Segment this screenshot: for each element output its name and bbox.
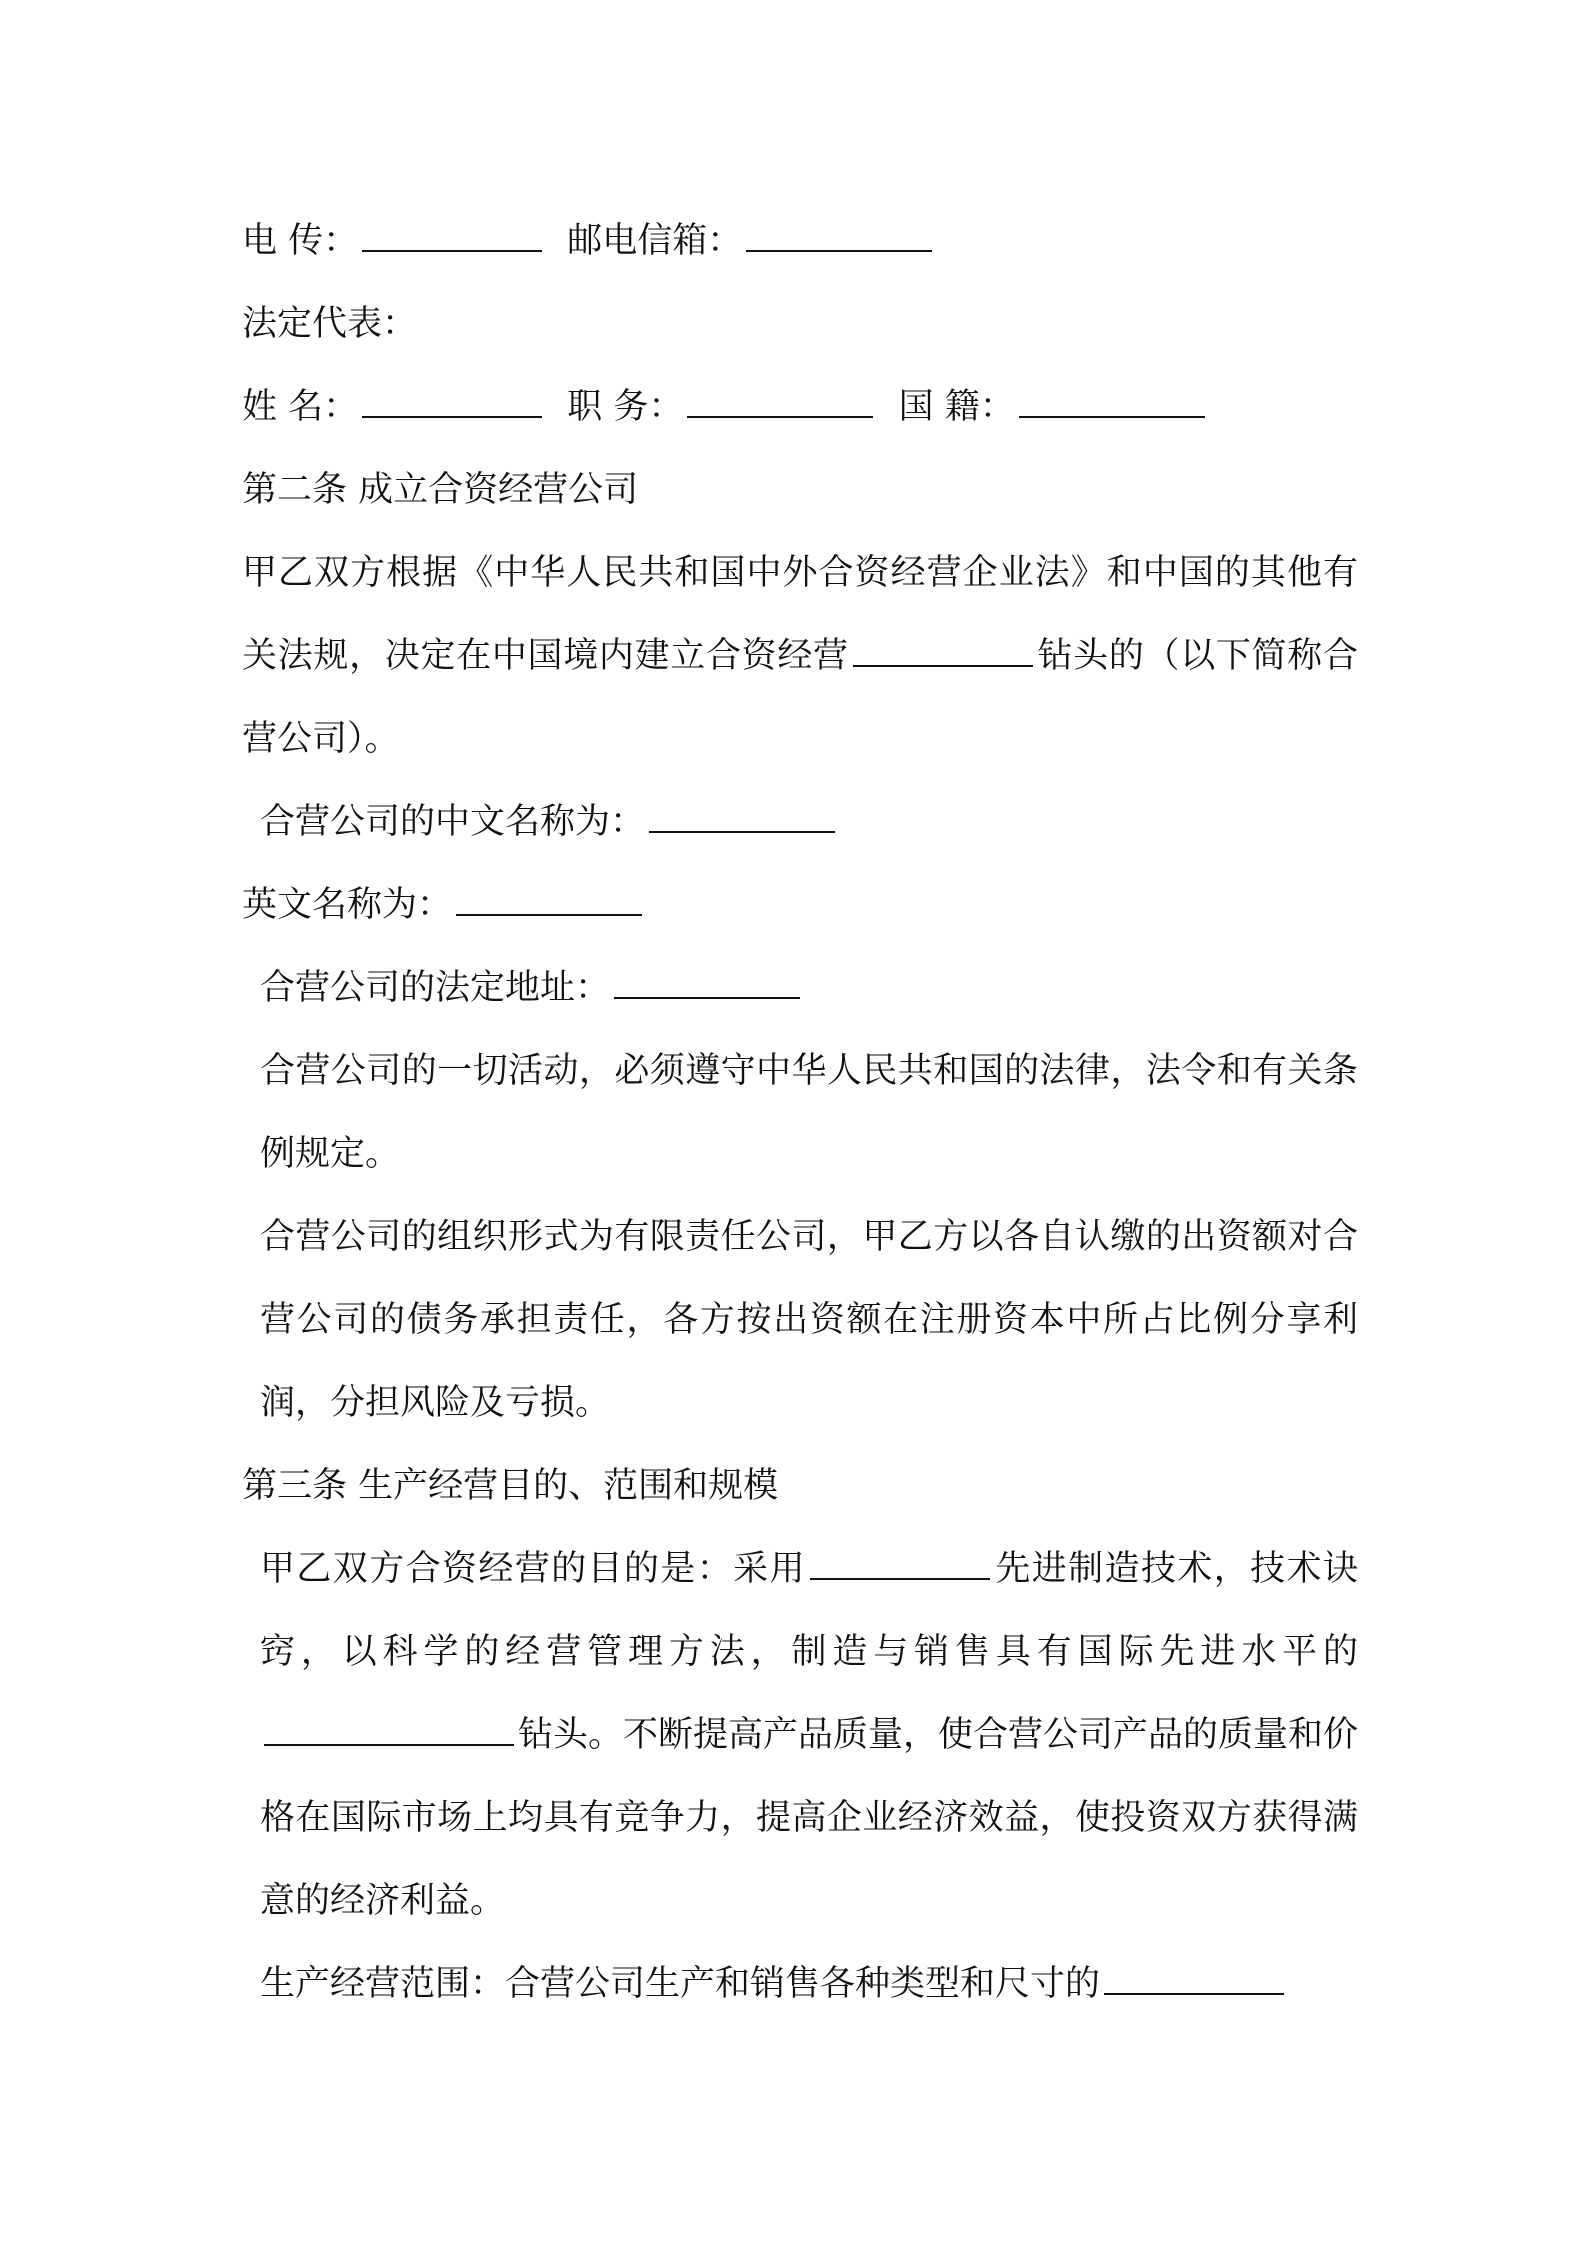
legal-rep-line [242, 283, 1358, 366]
en-name-blank[interactable] [456, 881, 642, 916]
position-label: 职 务： [567, 387, 684, 427]
article-2-paragraph-2: 合营公司的一切活动，必须遵守中华人民共和国的法律，法令和有关条例规定。 [260, 1051, 1358, 1174]
address-blank[interactable] [614, 964, 800, 999]
cn-name-line [242, 781, 1358, 864]
contract-body [242, 200, 1358, 2026]
article-2-title: 第二条 成立合资经营公司 [242, 470, 639, 510]
fax-mail-line [242, 200, 1358, 283]
scope-blank[interactable] [1104, 1960, 1284, 1995]
cn-name-blank[interactable] [649, 798, 835, 833]
article-3-paragraph-1: 甲乙双方合资经营的目的是：采用 先进制造技术，技术诀窍，以科学的经营管理方法，制造与销售具有国际先进水平的钻头。不断提高产品质量，使合营公司产品的质量和价格在国际市场上均具有竞争力，提高企业经济效益，使投资双方获得满意的经济利益。 [242, 1528, 1358, 1943]
position-blank[interactable] [687, 383, 873, 418]
nationality-blank[interactable] [1019, 383, 1205, 418]
mail-label: 邮电信箱： [567, 221, 743, 261]
address-label: 合营公司的法定地址： [260, 968, 611, 1008]
article-3-title: 第三条 生产经营目的、范围和规模 [242, 1466, 779, 1506]
en-name-label: 英文名称为： [242, 885, 453, 925]
cn-name-label: 合营公司的中文名称为： [260, 802, 646, 842]
name-position-line [242, 366, 1358, 449]
address-line [242, 947, 1358, 1030]
technology-blank[interactable] [810, 1545, 990, 1580]
scope-label: 生产经营范围：合营公司生产和销售各种类型和尺寸的 [260, 1964, 1101, 2004]
article-2-paragraph-3: 合营公司的组织形式为有限责任公司，甲乙方以各自认缴的出资额对合营公司的债务承担责任，各方按出资额在注册资本中所占比例分享利润，分担风险及亏损。 [260, 1217, 1358, 1423]
article-2-paragraph-1: 甲乙双方根据《中华人民共和国中外合资经营企业法》和中国的其他有关法规，决定在中国境内建立合资经营 钻头的（以下简称合营公司）。 [242, 553, 1358, 759]
nationality-label: 国 籍： [898, 387, 1015, 427]
scope-line [242, 1943, 1358, 2026]
company-type-blank[interactable] [853, 632, 1033, 667]
mail-blank[interactable] [746, 217, 932, 252]
name-blank[interactable] [362, 383, 542, 418]
fax-blank[interactable] [362, 217, 542, 252]
fax-label: 电 传： [242, 221, 359, 261]
en-name-line [242, 864, 1358, 947]
name-label: 姓 名： [242, 387, 359, 427]
product-blank[interactable] [264, 1711, 514, 1746]
legal-rep-label: 法定代表： [242, 304, 418, 344]
